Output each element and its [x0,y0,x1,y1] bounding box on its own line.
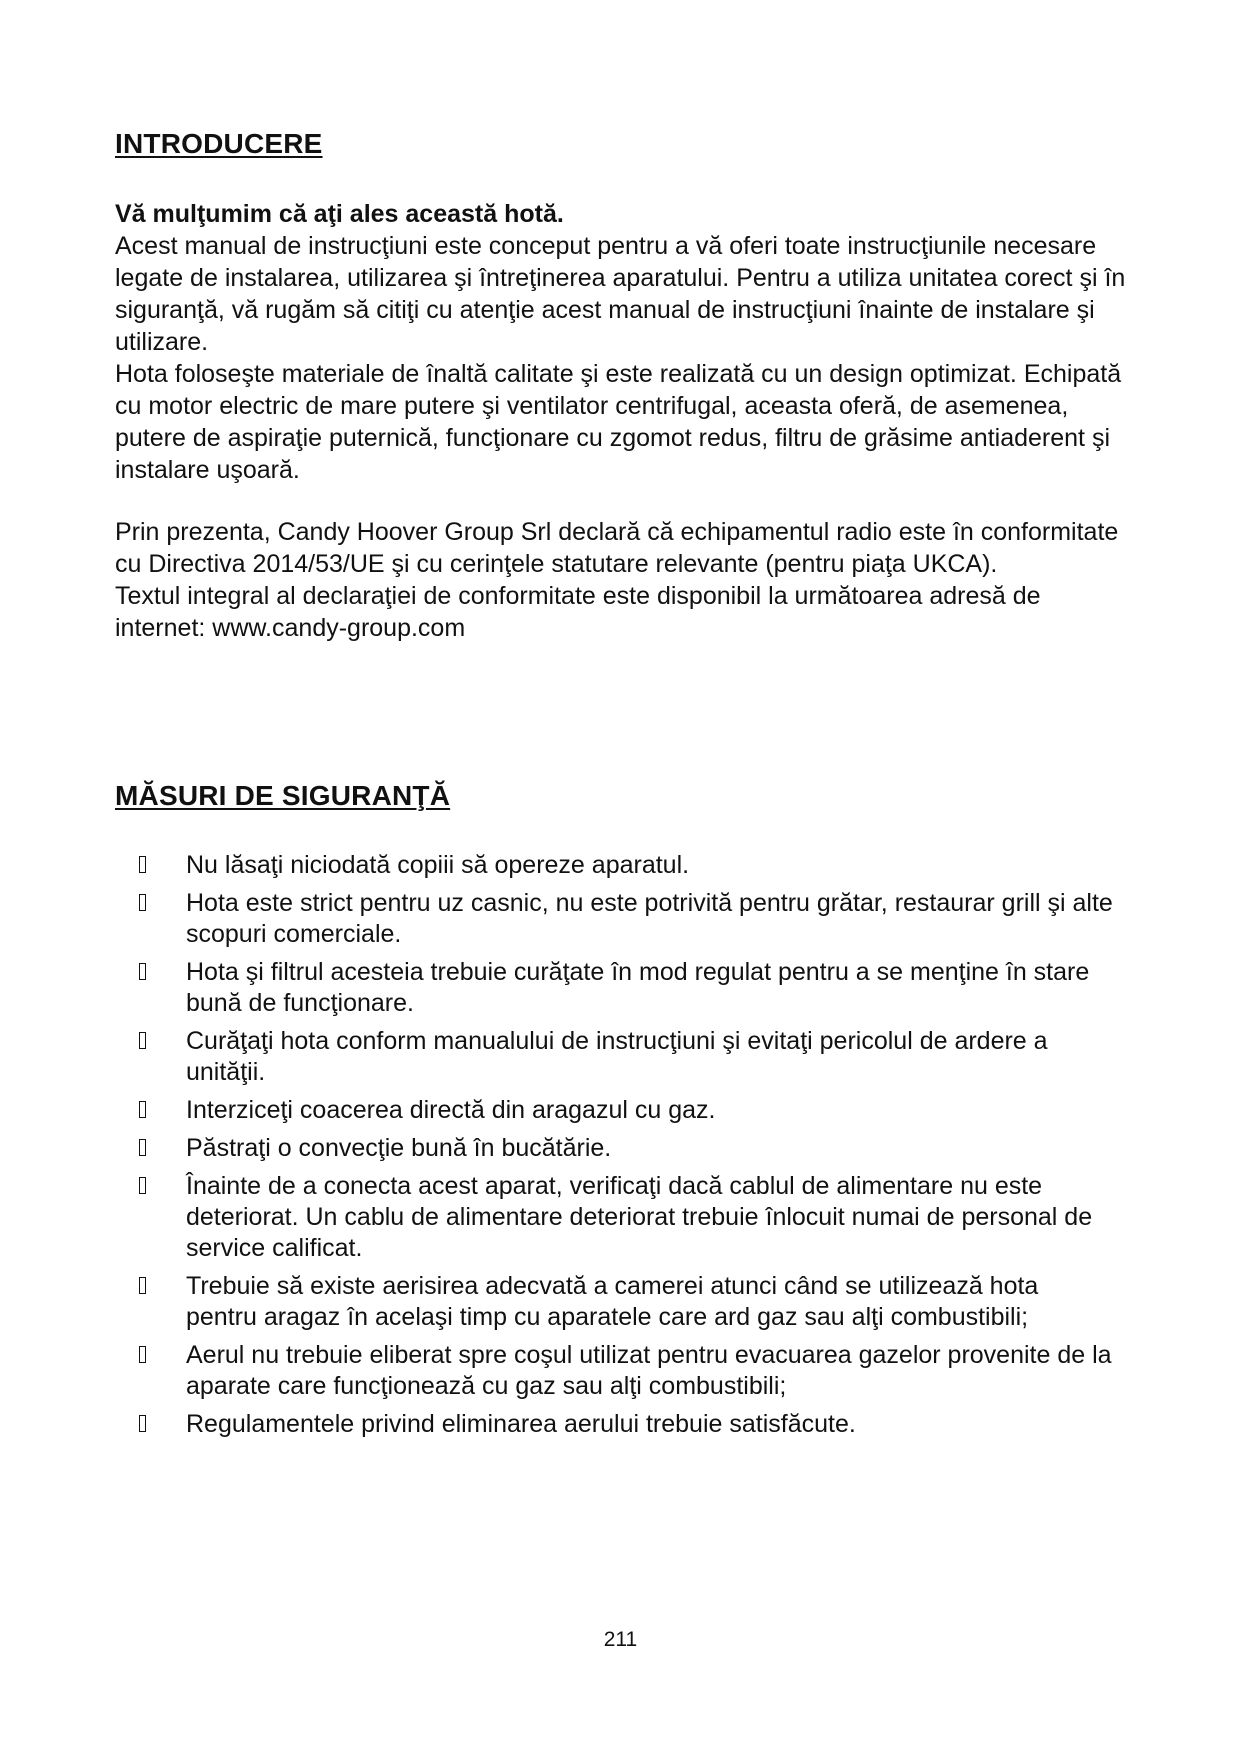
safety-heading: MĂSURI DE SIGURANŢĂ [115,780,451,811]
list-item [115,1409,1115,1440]
bullet-icon [139,1032,146,1049]
bullet-icon [139,1277,146,1294]
safety-list [115,850,1115,1447]
intro-thanks: Vă mulţumim că aţi ales această hotă. [115,200,564,228]
bullet-icon [139,856,146,873]
list-item [115,850,1115,881]
bullet-icon [139,963,146,980]
list-item-text: Aerul nu trebuie eliberat spre coşul utilizat pentru evacuarea gazelor provenite de la aparate care funcţionează cu gaz sau alţi combustibili; [186,1341,1112,1400]
list-item-text: Păstraţi o convecţie bună în bucătărie. [186,1134,612,1162]
page-number: 211 [603,1628,638,1651]
list-item [115,1171,1115,1264]
list-item-text: Trebuie să existe aerisirea adecvată a camerei atunci când se utilizează hota pentru aragaz în acelaşi timp cu aparatele care ard gaz sau alţi combustibili; [186,1272,1039,1331]
bullet-icon [139,1177,146,1194]
list-item-text: Hota şi filtrul acesteia trebuie curăţate în mod regulat pentru a se menţine în stare bună de funcţionare. [186,958,1090,1017]
list-item-text: Hota este strict pentru uz casnic, nu este potrivită pentru grătar, restaurar grill şi alte scopuri comerciale. [186,889,1113,948]
list-item [115,888,1115,950]
intro-paragraph: Acest manual de instrucţiuni este conceput pentru a vă oferi toate instrucţiunile necesare legate de instalarea, utilizarea şi întreţinerea aparatului. Pentru a utiliza unitatea corect şi în siguranţă, vă rugăm să citiţi cu atenţie acest manual de instrucţiuni înainte de instalare şi utilizare. [115,232,1126,356]
intro-paragraph: Hota foloseşte materiale de înaltă calitate şi este realizată cu un design optimizat. Echipată cu motor electric de mare putere şi ventilator centrifugal, aceasta oferă, de asemenea, putere de aspiraţie puternică, funcţionare cu zgomot redus, filtru de grăsime antiaderent şi instalare uşoară. [115,360,1122,484]
list-item [115,1271,1115,1333]
intro-heading: INTRODUCERE [115,128,323,159]
bullet-icon [139,894,146,911]
list-item [115,1026,1115,1088]
list-item-text: Nu lăsaţi niciodată copiii să opereze aparatul. [186,851,690,879]
bullet-icon [139,1139,146,1156]
bullet-icon [139,1346,146,1363]
list-item-text: Curăţaţi hota conform manualului de instrucţiuni şi evitaţi pericolul de ardere a unităţii. [186,1027,1048,1086]
declaration-paragraph: Textul integral al declaraţiei de conformitate este disponibil la următoarea adresă de internet: www.candy-group.com [115,582,1041,642]
list-item [115,957,1115,1019]
list-item-text: Înainte de a conecta acest aparat, verificaţi dacă cablul de alimentare nu este deteriorat. Un cablu de alimentare deteriorat trebuie înlocuit numai de personal de service calificat. [186,1172,1093,1262]
list-item-text: Regulamentele privind eliminarea aerului trebuie satisfăcute. [186,1410,856,1438]
list-item [115,1133,1115,1164]
declaration-paragraph: Prin prezenta, Candy Hoover Group Srl declară că echipamentul radio este în conformitate cu Directiva 2014/53/UE şi cu cerinţele statutare relevante (pentru piaţa UKCA). [115,518,1119,578]
list-item [115,1095,1115,1126]
bullet-icon [139,1101,146,1118]
list-item [115,1340,1115,1402]
list-item-text: Interziceţi coacerea directă din aragazul cu gaz. [186,1096,716,1124]
bullet-icon [139,1415,146,1432]
intro-section [115,198,1135,644]
